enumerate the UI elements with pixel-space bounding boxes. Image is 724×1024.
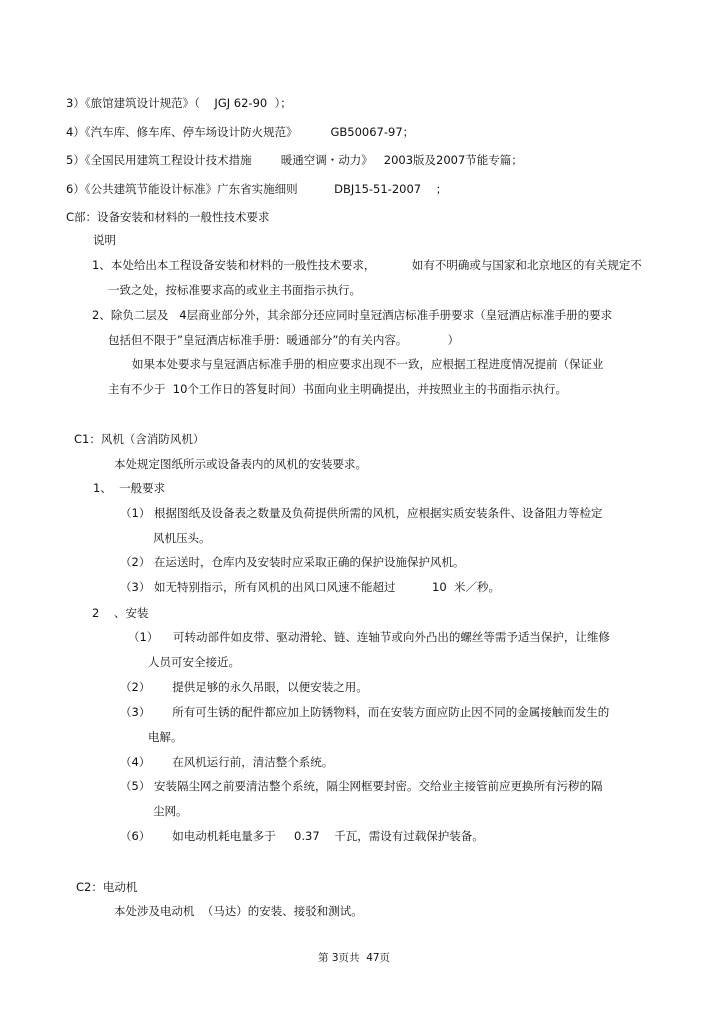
section-c2-heading: C2：电动机 [76,880,138,894]
c1-general-heading: 1、 一般要求 [93,481,166,495]
c1-install-item-3-line2: 电解。 [148,730,183,744]
reference-item-5: 5）《全国民用建筑工程设计技术措施 暖通空调・动力》 2003版及2007节能专篇； [66,153,523,167]
section-c1-heading: C1：风机（含消防风机） [74,432,205,446]
section-c-para3-line1: 如果本处要求与皇冠酒店标准手册的相应要求出现不一致，应根据工程进度情况提前（保证业 [132,357,604,371]
section-c1-scope: 本处规定图纸所示或设备表内的风机的安装要求。 [114,457,367,471]
section-c2-scope: 本处涉及电动机 （马达）的安装、接驳和测试。 [114,904,363,918]
section-c-para2-line2: 包括但不限于”皇冠酒店标准手册：暖通部分”的有关内容。 ） [108,333,460,347]
c1-install-item-1-line2: 人员可安全接近。 [148,655,240,669]
reference-item-3: 3）《旅馆建筑设计规范》（ JGJ 62-90 ）； [66,96,292,110]
c1-install-item-6: （6） 如电动机耗电量多于 0.37 千瓦，需设有过载保护装备。 [120,829,484,843]
c1-general-item-1-line2: 风机压头。 [153,531,211,545]
section-c-para1-line1: 1、本处给出本工程设备安装和材料的一般性技术要求， 如有不明确或与国家和北京地区的有关规定不 [92,258,642,272]
c1-install-heading: 2 、安装 [92,606,149,620]
c1-general-item-2: （2） 在运送时，仓库内及安装时应采取正确的保护设施保护风机。 [120,555,465,569]
reference-item-4: 4）《汽车库、修车库、停车场设计防火规范》 GB50067-97； [66,125,415,139]
section-c-para3-line2: 主有不少于 10个工作日的答复时间）书面向业主明确提出，并按照业主的书面指示执行。 [108,382,567,396]
section-c-intro: 说明 [93,233,116,247]
c1-general-item-1-line1: （1） 根据图纸及设备表之数量及负荷提供所需的风机，应根据实质安装条件、设备阻力等检定 [120,506,603,520]
c1-install-item-1-line1: （1） 可转动部件如皮带、驱动滑轮、链、连轴节或向外凸出的螺丝等需予适当保护，让维修 [128,630,610,644]
c1-install-item-3-line1: （3） 所有可生锈的配件都应加上防锈物料，而在安装方面应防止因不同的金属接触而发生的 [120,705,610,719]
section-c-heading: C部：设备安装和材料的一般性技术要求 [66,210,270,224]
section-c-para1-line2: 一致之处，按标准要求高的或业主书面指示执行。 [108,283,361,297]
c1-install-item-5-line2: 尘网。 [153,804,188,818]
page-footer: 第 3页共 47页 [318,952,391,964]
c1-install-item-2: （2） 提供足够的永久吊眼，以便安装之用。 [120,680,368,694]
c1-install-item-4: （4） 在风机运行前，清洁整个系统。 [120,755,334,769]
c1-install-item-5-line1: （5） 安装隔尘网之前要清洁整个系统，隔尘网框要封密。交给业主接管前应更换所有污秽的隔 [120,779,603,793]
c1-general-item-3: （3） 如无特别指示，所有风机的出风口风速不能超过 10 米／秒。 [120,580,500,594]
reference-item-6: 6）《公共建筑节能设计标准》广东省实施细则 DBJ15-51-2007 ； [66,182,448,196]
section-c-para2-line1: 2、除负二层及 4层商业部分外，其余部分还应同时皇冠酒店标准手册要求（皇冠酒店标准手册的要求 [92,308,613,322]
